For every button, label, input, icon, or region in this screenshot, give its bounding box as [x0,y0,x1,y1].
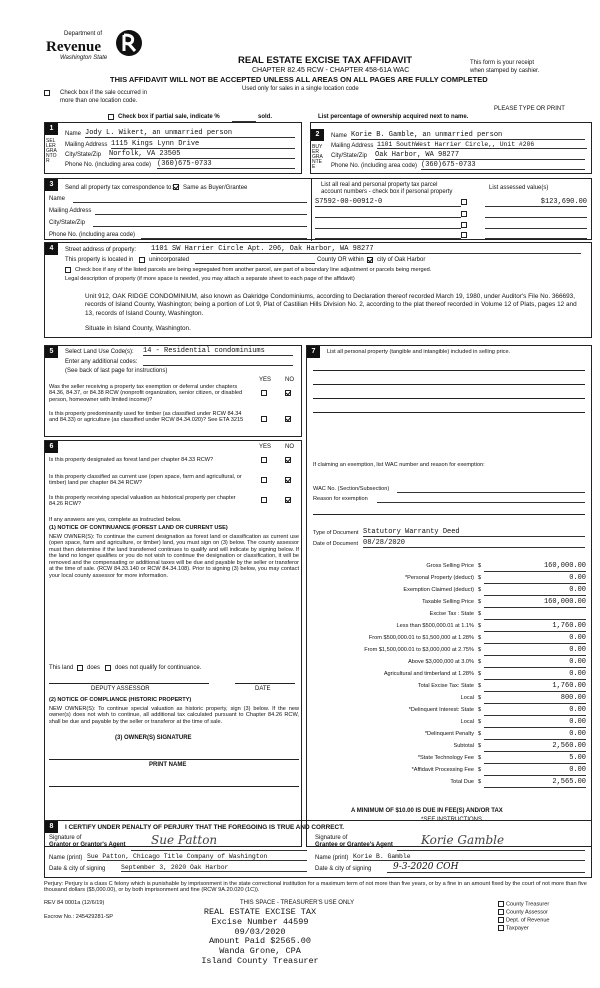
dollar-sign: $ [478,671,482,677]
tax-row-label: Above $3,000,000 at 3.0% [408,659,474,665]
section-5-number: 5 [45,346,58,358]
city-checkbox[interactable] [367,257,375,265]
q5-1-no-checkbox[interactable] [285,390,293,398]
does-label: does [87,665,101,671]
dept-label: Department of [64,31,103,37]
grantee-name-field[interactable]: Korie B. Gamble [353,853,585,861]
grantee-date-field[interactable]: 9-3-2020 COH [387,862,585,873]
tax-row [312,754,590,765]
tax-row-value[interactable]: 0.00 [484,658,586,668]
buyer-phone-field[interactable]: (360)675-0733 [421,161,585,170]
dollar-sign: $ [478,647,482,653]
county-field[interactable] [195,255,315,264]
section-6-number: 6 [45,441,58,453]
assessed-row-4[interactable] [485,230,587,239]
dollar-sign: $ [478,767,482,773]
grantee-signature[interactable] [397,833,585,851]
copy-treasurer [498,901,550,909]
tax-row-label: Gross Selling Price [426,563,474,569]
parcel-4-checkbox[interactable] [461,232,469,240]
tax-row-label: Total Excise Tax: State [417,683,474,689]
seller-name-label: Name [65,131,82,137]
street-label: Street address of property: [65,247,137,253]
seller-phone-field[interactable]: (360)675-0733 [157,160,295,169]
see-instructions-text: *SEE INSTRUCTIONS [421,817,483,823]
seller-name-field[interactable]: Jody L. Wikert, an unmarried person [85,129,295,138]
tax-row-label: From $1,500,000.01 to $3,000,000 at 2.75% [364,647,474,653]
seller-city-field[interactable]: Norfolk, VA 23505 [109,150,295,159]
tax-row-label: From $500,000.01 to $1,500,000 at 1.28% [368,635,474,641]
grantor-signature[interactable] [131,833,307,851]
print-name-line[interactable] [49,786,299,787]
doc-date-label: Date of Document [313,541,359,547]
form-title: REAL ESTATE EXCISE TAX AFFIDAVIT [238,55,413,66]
q5-1-text: Was the seller receiving a property tax exemption or deferral under chapters 84.36, 84.37, or 84.38 RCW (nonprofit organization, senior citizen, or disabled person, homeowner with limited income)? [49,384,243,403]
corr-name-field[interactable] [73,194,307,203]
tax-row-value[interactable]: 0.00 [484,646,586,656]
notice-1-text: NEW OWNER(S): To continue the current designation as forest land or classification as current use (open space, farm and agriculture, or timber) land, you must sign on (3) below. The county assessor must then determine if the land transferred continues to qualify and will indicate by signing below. If the land no longer qualifies or you do not wish to continue the designation or classification, it will be removed and the compensating or additional taxes will be due and payable by the seller or transferor at the time of sale. (RCW 84.33.140 or RCW 84.34.108). Prior to signing (3) below, you may contact your local county assessor for more information. [49,534,299,579]
notice-2-text: NEW OWNER(S): To continue special valuation as historic property, sign (3) below. If the new owner(s) does not wish to continue, all additional tax calculated pursuant to Chapter 84.26 RCW, shall be due and payable by the seller or transferor at the time of sale. [49,706,299,725]
yes-header: YES [259,377,272,383]
tax-row-value[interactable]: 0.00 [484,634,586,644]
tax-row-label: Excise Tax : State [429,611,474,617]
reason-field[interactable] [377,494,585,503]
dollar-sign: $ [478,659,482,665]
tax-row-label: *Affidavit Processing Fee [411,767,474,773]
revenue-label: Revenue [46,39,101,55]
tax-row-value[interactable]: 5.00 [484,754,586,764]
tax-row [312,574,590,585]
partial-sale-label: Check box if partial sale, indicate % [118,114,220,120]
q5-2-yes-checkbox[interactable] [261,416,269,424]
corr-city-label: City/State/Zip [49,220,86,226]
print-name-label: PRINT NAME [149,762,187,768]
tax-row-label: Subtotal [453,743,474,749]
percentage-label: List percentage of ownership acquired next to name. [318,114,469,120]
sold-label: sold. [258,114,273,120]
stamp-line-2: Excise Number 44599 [211,916,309,927]
copy-treasurer-label: County Treasurer [506,901,550,908]
dollar-sign: $ [478,563,482,569]
corr-phone-field[interactable] [141,230,307,239]
grantee-date-label: Date & city of signing [315,866,372,872]
unincorporated-label: unincorporated [149,257,190,263]
dollar-sign: $ [478,719,482,725]
tax-row-value[interactable]: 0.00 [484,730,586,740]
section-4-number: 4 [45,243,58,255]
assessed-row-3[interactable] [485,220,587,229]
assessed-header: List assessed value(s) [489,185,549,191]
tax-row-value[interactable]: 0.00 [484,706,586,716]
escrow-number: Escrow No.: 245429281-SP [44,914,114,920]
land-use-label: Select Land Use Code(s): [65,349,134,355]
dollar-sign: $ [478,611,482,617]
certify-text: I CERTIFY UNDER PENALTY OF PERJURY THAT THE FOREGOING IS TRUE AND CORRECT. [65,824,345,831]
parcel-number-field[interactable]: S7592-00-00912-0 [315,198,461,207]
q6-3-no-checkbox[interactable] [285,497,293,505]
section-2-number: 2 [311,129,324,141]
assessed-value-field[interactable]: $123,690.00 [485,198,587,207]
tax-row-value[interactable]: 160,000.00 [484,598,586,608]
corr-city-field[interactable] [93,218,307,227]
stamp-line-1: REAL ESTATE EXCISE TAX [203,907,317,917]
situate-text: Situate in Island County, Washington. [85,325,191,332]
grantor-sig-label-1: Signature of [49,835,82,841]
tax-row-label: Total Due [450,779,474,785]
buyer-phone-label: Phone No. (including area code) [331,163,418,169]
seller-side-label: SELLER GRANTOR [46,138,57,164]
q6-1-text: Is this property designated as forest land per chapter 84.33 RCW? [49,457,214,463]
copy-taxpayer [498,925,550,933]
q6-2-text: Is this property classified as current use (open space, farm and agricultural, or timber) land per chapter 84.34 RCW? [49,474,242,487]
buyer-mailing-field[interactable]: 1101 SouthWest Harrier Circle,, Unit #206 [377,141,587,149]
pp-line-2[interactable] [313,384,585,385]
does-not-checkbox[interactable] [105,665,113,673]
tax-row [312,742,590,753]
owner-sig-label: (3) OWNER(S) SIGNATURE [115,735,192,741]
state-label: Washington State [60,55,108,61]
buyer-city-label: City/State/Zip [331,153,368,159]
section-1-number: 1 [45,123,58,135]
tax-row-value[interactable]: 0.00 [484,586,586,596]
no-header: NO [285,377,294,383]
segregated-checkbox[interactable] [65,267,73,275]
multi-location-label-1: Check box if the sale occurred in [60,90,148,96]
grantor-signature-mark: Sue Patton [151,833,218,847]
dollar-sign: $ [478,743,482,749]
buyer-section [310,122,592,174]
section-8-number: 8 [45,821,58,833]
receipt-note-1: This form is your receipt [470,60,535,66]
tax-row [312,766,590,777]
tax-row-value[interactable]: 0.00 [484,670,586,680]
dollar-sign: $ [478,587,482,593]
tax-row-value[interactable]: 0.00 [484,718,586,728]
dor-emblem-icon [114,28,144,58]
tax-row-label: *Delinquent Interest: State [408,707,474,713]
buyer-mailing-label: Mailing Address [331,143,374,149]
please-type-label: PLEASE TYPE OR PRINT [494,106,565,112]
grantee-signature-mark: Korie Gamble [421,833,505,847]
doc-type-label: Type of Document [313,530,359,536]
dollar-sign: $ [478,779,482,785]
any-yes-text: If any answers are yes, complete as instructed below. [49,517,182,523]
tax-row-value[interactable]: 800.00 [484,694,586,704]
stamp-line-6: Island County Treasurer [201,955,319,966]
deputy-label: DEPUTY ASSESSOR [91,686,150,692]
doc-type-field[interactable]: Statutory Warranty Deed [363,528,585,537]
tax-row-label: *State Technology Fee [417,755,474,761]
does-not-label: does not qualify for continuance. [115,665,202,671]
copy-dor [498,917,550,925]
pp-line-4[interactable] [313,412,585,413]
multi-location-checkbox[interactable] [44,90,52,98]
q5-2-text: Is this property predominantly used for timber (as classified under RCW 84.34 and 84.33) or agriculture (as classified under RCW 84.34.020)? See ETA 3215 [49,411,244,424]
tax-row [312,586,590,597]
grantee-sig-label-1: Signature of [315,835,348,841]
wac-field[interactable] [397,484,585,493]
seller-mailing-label: Mailing Address [65,142,108,148]
dollar-sign: $ [478,707,482,713]
corr-mailing-field[interactable] [95,206,307,215]
stamp-line-5: Wanda Grone, CPA [219,946,301,957]
tax-row [312,706,590,717]
partial-sale-checkbox[interactable] [108,114,116,122]
perjury-text: Perjury: Perjury is a class C felony which is punishable by imprisonment in the state correctional institution for a maximum term of not more than five years, or by a fine in an amount fixed by the court of not more than five thousand dollars ($5,000.00), or by both imprisonment and fine (RCW 9A.20.020 (1C)). [44,881,587,894]
wac-label: WAC No. (Section/Subsection) [313,486,390,492]
notice-1-title: (1) NOTICE OF CONTINUANCE (FOREST LAND OR CURRENT USE) [49,525,228,531]
corr-phone-label: Phone No. (including area code) [49,232,136,238]
land-use-section [44,345,302,437]
correspondence-section [44,178,592,240]
dor-logo [44,28,148,66]
reason-line-2[interactable] [313,514,585,515]
does-checkbox[interactable] [77,665,85,673]
pp-line-1[interactable] [313,370,585,371]
assessed-row-2[interactable] [485,209,587,218]
tax-row-value[interactable]: 160,000.00 [484,562,586,572]
owner-sig-line[interactable] [49,759,299,760]
corr-name-label: Name [49,196,66,202]
section-3-divider [311,179,312,241]
copy-dor-label: Dept. of Revenue [506,917,550,924]
dollar-sign: $ [478,599,482,605]
seller-city-label: City/State/Zip [65,152,102,158]
treasurer-stamp [160,908,360,967]
q5-1-yes-checkbox[interactable] [261,390,269,398]
seller-mailing-field[interactable]: 1115 Kings Lynn Drive [111,140,295,149]
qualify-label: This land [49,665,74,671]
q6-1-yes-checkbox[interactable] [261,457,269,465]
buyer-name-label: Name [331,133,348,139]
tax-row [312,562,590,573]
exemption-label: If claiming an exemption, list WAC number and reason for exemption: [313,462,485,468]
no-header-6: NO [285,444,294,450]
located-label: This property is located in [65,257,134,263]
tax-row [312,670,590,681]
dollar-sign: $ [478,623,482,629]
dollar-sign: $ [478,635,482,641]
q6-3-text: Is this property receiving special valuation as historical property per chapter 84.26 RCW? [49,495,236,508]
stamp-line-4: Amount Paid $2565.00 [208,936,312,947]
copy-treasurer-checkbox[interactable] [498,901,504,907]
copy-dor-checkbox[interactable] [498,917,504,923]
corr-mailing-label: Mailing Address [49,208,92,214]
tax-row [312,658,590,669]
property-section [44,242,592,338]
section-7-number: 7 [307,346,320,358]
buyer-name-field[interactable]: Korie B. Gamble, an unmarried person [351,131,585,140]
send-label: Send all property tax correspondence to: [65,185,174,191]
doc-date-field[interactable]: 08/28/2020 [363,539,585,548]
dollar-sign: $ [478,731,482,737]
legal-label: Legal description of property (if more space is needed, you may attach a separate sheet to each page of the affidavit) [65,276,355,282]
segregated-label: Check box if any of the listed parcels are being segregated from another parcel, are part of a boundary line adjustment or parcels being merged. [75,267,432,273]
tax-row-label: *Delinquent Penalty [424,731,474,737]
tax-row-value[interactable]: 1,760.00 [484,682,586,692]
dollar-sign: $ [478,755,482,761]
tax-row-value[interactable]: 0.00 [484,574,586,584]
date-line [235,683,295,684]
treasurer-only: THIS SPACE - TREASURER'S USE ONLY [240,900,355,906]
date-label: DATE [255,686,271,692]
grantee-sig-label-2: Grantee or Grantee's Agent [315,842,393,848]
grantor-date-field[interactable]: September 3, 2020 Oak Harbor [121,864,307,872]
stamp-line-3: 09/03/2020 [234,926,286,937]
same-as-buyer-label: Same as Buyer/Grantee [183,185,248,191]
copy-assessor-label: County Assessor [506,909,548,916]
tax-row-value[interactable] [484,610,586,620]
seller-section [44,122,302,174]
tax-row-value[interactable]: 2,565.00 [484,778,586,788]
tax-row-value[interactable]: 0.00 [484,766,586,776]
unincorporated-checkbox[interactable] [139,257,147,265]
q6-1-no-checkbox[interactable] [285,457,293,465]
copy-taxpayer-checkbox[interactable] [498,925,504,931]
city-label: city of Oak Harbor [377,257,426,263]
same-as-buyer-checkbox[interactable] [173,184,181,192]
copy-assessor [498,909,550,917]
buyer-side-label: BUYER GRANTEE [312,144,323,170]
tax-row-label: Exemption Claimed (deduct) [403,587,474,593]
seller-phone-label: Phone No. (including area code) [65,162,152,168]
copy-taxpayer-label: Taxpayer [506,925,529,932]
reason-label: Reason for exemption [313,496,368,502]
tax-row [312,718,590,729]
dollar-sign: $ [478,683,482,689]
parcel-row-2[interactable] [315,209,461,218]
tax-row [312,682,590,693]
tax-row [312,610,590,621]
designation-section [44,440,302,847]
q6-3-yes-checkbox[interactable] [261,497,269,505]
parcel-2-checkbox[interactable] [461,211,469,219]
tax-row-label: Local [460,719,474,725]
see-back-label: (See back of last page for instructions) [65,368,168,374]
form-usage: Used only for sales in a single location code [242,86,359,92]
tax-row [312,598,590,609]
grantor-sig-label-2: Grantor or Grantor's Agent [49,842,126,848]
tax-row [312,778,590,789]
parcel-3-checkbox[interactable] [461,222,469,230]
buyer-city-field[interactable]: Oak Harbor, WA 98277 [375,151,585,160]
tax-row [312,694,590,705]
tax-row [312,646,590,657]
minimum-fee-text: A MINIMUM OF $10.00 IS DUE IN FEE(S) AND/OR TAX [351,808,503,814]
q6-2-no-checkbox[interactable] [285,477,293,485]
partial-sale-field[interactable] [232,114,256,122]
tax-row [312,634,590,645]
tax-row-label: Less than $500,000.01 at 1.1% [396,623,474,629]
pp-line-3[interactable] [313,398,585,399]
yes-header-6: YES [259,444,272,450]
form-warning: THIS AFFIDAVIT WILL NOT BE ACCEPTED UNLESS ALL AREAS ON ALL PAGES ARE FULLY COMPLETED [110,75,488,84]
street-field[interactable]: 1101 SW Harrier Circle Apt. 206, Oak Harbor, WA 98277 [151,245,581,254]
tax-row-label: Taxable Selling Price [422,599,474,605]
deputy-line [49,683,209,684]
parcel-row-4[interactable] [315,230,461,239]
tax-row-value[interactable]: 1,760.00 [484,622,586,632]
parcel-row-3[interactable] [315,220,461,229]
tax-row-label: *Personal Property (deduct) [404,575,474,581]
parcel-personal-checkbox[interactable] [461,199,469,207]
tax-row-label: Agricultural and timberland at 1.28% [383,671,474,677]
section-3-number: 3 [45,179,58,191]
additional-codes-label: Enter any additional codes: [65,359,138,365]
parcel-header-2: account numbers - check box if personal property [321,189,453,195]
q5-2-no-checkbox[interactable] [285,416,293,424]
personal-property-label: List all personal property (tangible and intangible) included in selling price. [327,349,511,355]
copy-list [498,901,550,933]
dollar-sign: $ [478,575,482,581]
tax-row [312,730,590,741]
dollar-sign: $ [478,695,482,701]
notice-2-title: (2) NOTICE OF COMPLIANCE (HISTORIC PROPERTY) [49,697,192,703]
grantor-date-label: Date & city of signing [49,866,106,872]
q6-2-yes-checkbox[interactable] [261,477,269,485]
copy-assessor-checkbox[interactable] [498,909,504,915]
multi-location-label-2: more than one location code. [60,98,138,104]
tax-row-value[interactable]: 2,560.00 [484,742,586,752]
grantor-name-label: Name (print) [49,855,83,861]
form-subtitle: CHAPTER 82.45 RCW - CHAPTER 458-61A WAC [252,67,410,74]
tax-row-label: Local [460,695,474,701]
land-use-field[interactable]: 14 - Residential condominiums [143,347,293,356]
grantee-name-label: Name (print) [315,855,349,861]
tax-row [312,622,590,633]
receipt-note-2: when stamped by cashier. [470,68,540,74]
legal-description: Unit 912, OAK RIDGE CONDOMINIUM, also known as Oakridge Condominiums, according to Declaration thereof recorded March 19, 1980, under Auditor's File No. 366693, records of Island County, Washington; being a portion of Lot 9, Plat of Castilian Hills Division No. 2, according to the plat thereof recorded in Volume 12 of Plats, pages 12 and 13, records of Island County, Washington. [85,293,577,317]
parcel-header-1: List all real and personal property tax parcel [321,182,438,188]
rev-number: REV 84 0001a (12/6/19) [44,900,105,906]
grantor-name-field[interactable]: Sue Patton, Chicago Title Company of Washington [87,853,307,861]
certification-section [44,820,592,878]
county-within-label: County OR within [317,257,364,263]
additional-codes-field[interactable] [143,357,293,366]
